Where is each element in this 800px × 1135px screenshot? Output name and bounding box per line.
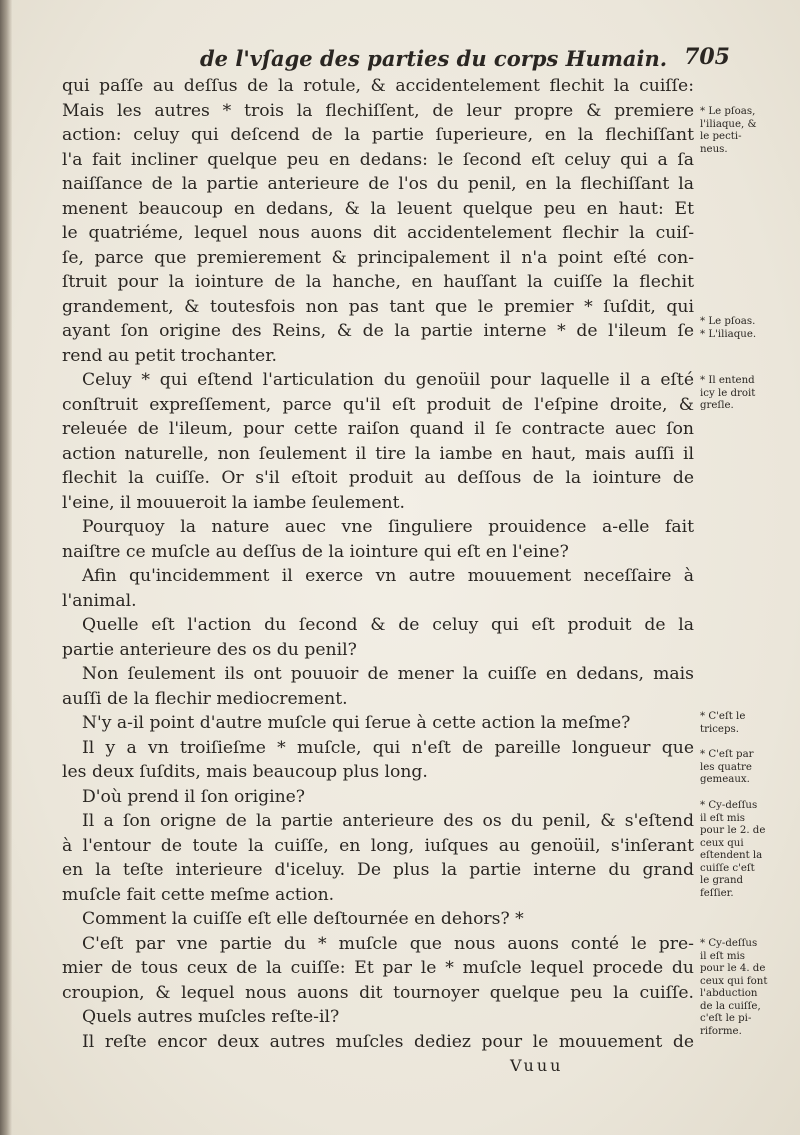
text-line: grandement, & toutesfois non pas tant que le premier * ſuſdit, qui	[62, 296, 694, 317]
text-line: mier de tous ceux de la cuiſſe: Et par le * muſcle lequel procede du	[62, 958, 694, 978]
text-line: auſſi de la flechir mediocrement.	[62, 688, 348, 709]
text-line: l'animal.	[62, 590, 137, 611]
margin-note-line: cuiſſe c'eſt	[700, 862, 755, 874]
margin-note-line: ceux qui font	[700, 975, 768, 987]
margin-note-line: icy le droit	[700, 387, 756, 399]
text-line: rend au petit trochanter.	[62, 345, 278, 366]
text-line: qui paſſe au deſſus de la rotule, & accidentelement flechit la cuiſſe:	[62, 76, 694, 96]
margin-note-line: le grand	[700, 875, 744, 886]
running-header	[200, 42, 730, 76]
margin-note-line: l'iliaque, &	[700, 118, 757, 130]
text-line: en la teſte interieure d'iceluy. De plus la partie interne du grand	[62, 860, 694, 880]
text-line: ſtruit pour la iointure de la hanche, en hauſſant la cuiſſe la flechit	[62, 272, 694, 292]
text-line: D'où prend il ſon origine?	[82, 786, 306, 807]
text-line: Il reſte encor deux autres muſcles dediez pour le mouuement de	[82, 1031, 694, 1052]
text-line: Comment la cuiſſe eſt elle deſtournée en dehors? *	[82, 909, 524, 929]
text-line: flechit la cuiſſe. Or s'il eſtoit produit au deſſous de la iointure de	[62, 468, 694, 488]
margin-note-line: pour le 2. de	[700, 825, 766, 836]
margin-notes	[700, 0, 796, 1135]
margin-note-line: c'eſt le pi-	[700, 1013, 752, 1024]
text-line: muſcle fait cette meſme action.	[62, 884, 335, 905]
margin-note-line: riforme.	[700, 1025, 742, 1037]
text-line: naiſtre ce muſcle au deſſus de la iointure qui eſt en l'eine?	[62, 541, 569, 562]
text-line: l'a fait incliner quelque peu en dedans: le ſecond eſt celuy qui a ſa	[62, 149, 694, 170]
text-line: releuée de l'ileum, pour cette raiſon quand il ſe contracte auec ſon	[62, 419, 694, 439]
margin-note	[700, 711, 796, 736]
binding-gutter	[0, 0, 12, 1135]
margin-note-line: * L'iliaque.	[700, 328, 757, 340]
text-line: Pourquoy la nature auec vne ſinguliere prouidence a-elle fait	[82, 517, 694, 537]
margin-note-line: gemeaux.	[700, 774, 750, 785]
margin-note-line: feſſier.	[700, 887, 734, 899]
margin-note-line: il eſt mis	[700, 950, 746, 962]
running-title: de l'vſage des parties du corps Humain.	[200, 46, 668, 71]
margin-note-line: triceps.	[700, 723, 739, 735]
margin-note	[700, 375, 796, 413]
margin-note	[700, 106, 796, 156]
text-line: naiſſance de la partie anterieure de l'os du penil, en la flechiſſant la	[62, 174, 694, 194]
text-line: à l'entour de toute la cuiſſe, en long, iuſques au genoüil, s'inſerant	[62, 835, 694, 856]
text-line: Quelle eſt l'action du ſecond & de celuy qui eſt produit de la	[82, 615, 694, 635]
margin-note-line: de la cuiſſe,	[700, 1000, 761, 1012]
text-line: menent beaucoup en dedans, & la leuent quelque peu en haut: Et	[62, 198, 694, 219]
text-line: Non ſeulement ils ont pouuoir de mener la cuiſſe en dedans, mais	[82, 664, 694, 684]
margin-note-line: * Le pſoas.	[700, 316, 756, 327]
text-line: Il a ſon origne de la partie anterieure des os du penil, & s'eſtend	[82, 811, 694, 831]
margin-note-line: * C'eſt par	[700, 749, 754, 760]
margin-note-line: * Cy-deſſus	[700, 800, 758, 811]
page-number: 705	[684, 44, 730, 70]
text-line: Mais les autres * trois la flechiſſent, de leur propre & premiere	[62, 100, 694, 121]
signature-mark: Vuuu	[510, 1056, 564, 1075]
margin-note-line: neus.	[700, 143, 728, 155]
margin-note-line: pour le 4. de	[700, 963, 766, 974]
text-line: partie anterieure des os du penil?	[62, 639, 357, 660]
text-line: le quatriéme, lequel nous auons dit accidentelement flechir la cuiſ-	[62, 223, 694, 243]
text-line: C'eſt par vne partie du * muſcle que nous auons conté le pre-	[82, 933, 694, 954]
text-line: action naturelle, non ſeulement il tire la iambe en haut, mais auſſi il	[62, 443, 694, 464]
text-line: Quels autres muſcles reſte-il?	[82, 1007, 340, 1027]
margin-note-line: * C'eſt le	[700, 711, 746, 722]
text-line: Afin qu'incidemment il exerce vn autre mouuement neceſſaire à	[82, 566, 694, 586]
text-line: l'eine, il mouueroit la iambe ſeulement.	[62, 492, 405, 513]
text-line: Celuy * qui eſtend l'articulation du genoüil pour laquelle il a eſté	[82, 370, 694, 390]
text-line: croupion, & lequel nous auons dit tournoyer quelque peu la cuiſſe.	[62, 982, 694, 1003]
margin-note-line: les quatre	[700, 761, 752, 773]
text-line: ſe, parce que premierement & principalement il n'a point eſté con-	[62, 247, 694, 268]
margin-note-line: l'abduction	[700, 988, 758, 999]
main-text-block	[62, 74, 694, 1079]
text-line: N'y a-il point d'autre muſcle qui ſerue à cette action la meſme?	[82, 713, 631, 733]
margin-note	[700, 749, 796, 787]
margin-note-line: le pecti-	[700, 131, 742, 142]
margin-note	[700, 800, 796, 900]
text-line: Il y a vn troiſieſme * muſcle, qui n'eſt de pareille longueur que	[82, 737, 694, 758]
margin-note-line: greſle.	[700, 400, 734, 411]
margin-note-line: * Il entend	[700, 375, 755, 386]
text-line: les deux ſuſdits, mais beaucoup plus long.	[62, 762, 428, 782]
margin-note	[700, 938, 796, 1038]
margin-note	[700, 316, 796, 341]
margin-note-line: * Le pſoas,	[700, 106, 756, 117]
margin-note-line: * Cy-deſſus	[700, 938, 758, 949]
text-line: ayant ſon origine des Reins, & de la partie interne * de l'ileum ſe	[62, 321, 694, 341]
margin-note-line: il eſt mis	[700, 812, 746, 824]
margin-note-line: ceux qui	[700, 837, 744, 849]
margin-note-line: eſtendent la	[700, 850, 763, 861]
text-line: action: celuy qui deſcend de la partie ſuperieure, en la flechiſſant	[62, 125, 694, 145]
text-line: conſtruit expreſſement, parce qu'il eſt produit de l'eſpine droite, &	[62, 394, 694, 415]
